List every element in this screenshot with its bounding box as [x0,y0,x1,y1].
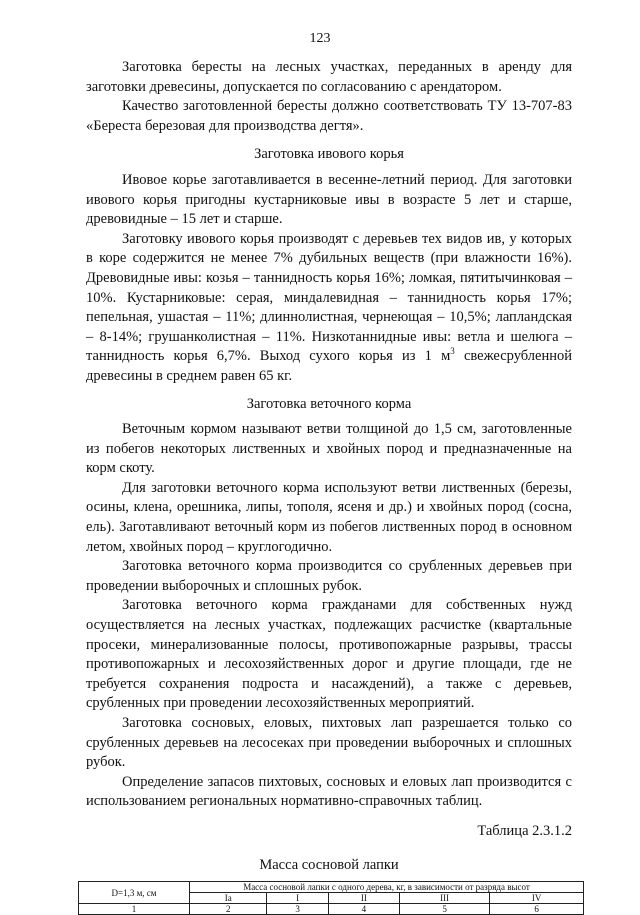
table-header-cell: Ia [190,893,267,904]
table-label: Таблица 2.3.1.2 [477,822,572,839]
pine-branch-mass-table [78,881,584,915]
paragraph [86,230,572,387]
table-cell: 6 [490,904,584,915]
paragraph: Определение запасов пихтовых, сосновых и еловых лап производится с использованием региональных нормативно-справочных таблиц. [86,773,572,810]
table-header-cell: D=1,3 м, см [79,882,190,904]
table-header-row [79,882,584,893]
paragraph: Заготовка сосновых, еловых, пихтовых лап разрешается только со срубленных деревьев на лесосеках при проведении выборочных и сплошных рубок. [86,715,572,771]
section-heading: Заготовка ивового корья [254,146,404,163]
table-header-cell: IV [490,893,584,904]
table-header-cell: II [328,893,399,904]
document-body [86,58,572,915]
section-heading: Заготовка веточного корма [246,395,412,412]
table-cell: 2 [190,904,267,915]
table-row [79,904,584,915]
paragraph-text: Заготовку ивового корья производят с деревьев тех видов ив, у которых в коре содержится не менее 7% дубильных веществ (при влажности 16%). Древовидные ивы: козья – таннидность корья 16%; ломкая, пятитычинковая – 10%. Кустарниковые: серая, миндалевидная – таннидность корья 17%; пепельная, ушастая – 11%; длиннолистная, чернеющая – 10,5%; лапландская – 8-14%; грушанколистная – 11%. Низкотаннидные ивы: ветла и шелюга – таннидность корья 6,7%. Выход сухого корья из 1 м [86,230,572,365]
paragraph: Заготовка бересты на лесных участках, переданных в аренду для заготовки древесины, допускается по согласованию с арендатором. [86,59,572,95]
paragraph: Ивовое корье заготавливается в весенне-летний период. Для заготовки ивового корья пригодны кустарниковые ивы в возрасте 5 лет и старше, древовидные – 15 лет и старше. [86,171,572,228]
table-cell: 4 [328,904,399,915]
page-number: 123 [309,31,331,46]
paragraph: Заготовка веточного корма производится со срубленных деревьев при проведении выборочных и сплошных рубок. [86,558,572,594]
table-cell: 1 [79,904,190,915]
table-title: Масса сосновой лапки [259,856,399,873]
table-header-cell: Масса сосновой лапки с одного дерева, кг, в зависимости от разряда высот [190,882,584,893]
table-cell: 5 [399,904,489,915]
paragraph: Для заготовки веточного корма используют ветви лиственных (березы, осины, клена, орешника, липы, тополя, ясеня и др.) и хвойных пород (сосна, ель). Заготавливают веточный корм из побегов лиственных пород в основном летом, хвойных пород – круглогодично. [86,479,572,555]
paragraph: Качество заготовленной бересты должно соответствовать ТУ 13-707-83 «Береста березовая для производства дегтя». [86,98,572,134]
table-cell: 3 [267,904,328,915]
paragraph-text: свежесрубленной древесины в среднем равен 65 кг. [86,348,573,384]
paragraph: Заготовка веточного корма гражданами для собственных нужд осуществляется на лесных участках, подлежащих расчистке (квартальные просеки, минерализованные полосы, противопожарные разрывы, трассы противопожарных и лесохозяйственных дорог и другие площади, где не требуется сохранения подроста и насаждений), а также с деревьев, срубленных при проведении лесохозяйственных мероприятий. [86,597,572,712]
table-header-cell: III [399,893,489,904]
table-header-cell: I [267,893,328,904]
paragraph: Веточным кормом называют ветви толщиной до 1,5 см, заготовленные из побегов некоторых лиственных и хвойных пород и предназначенные на корм скоту. [86,421,572,477]
superscript: 3 [450,346,455,357]
